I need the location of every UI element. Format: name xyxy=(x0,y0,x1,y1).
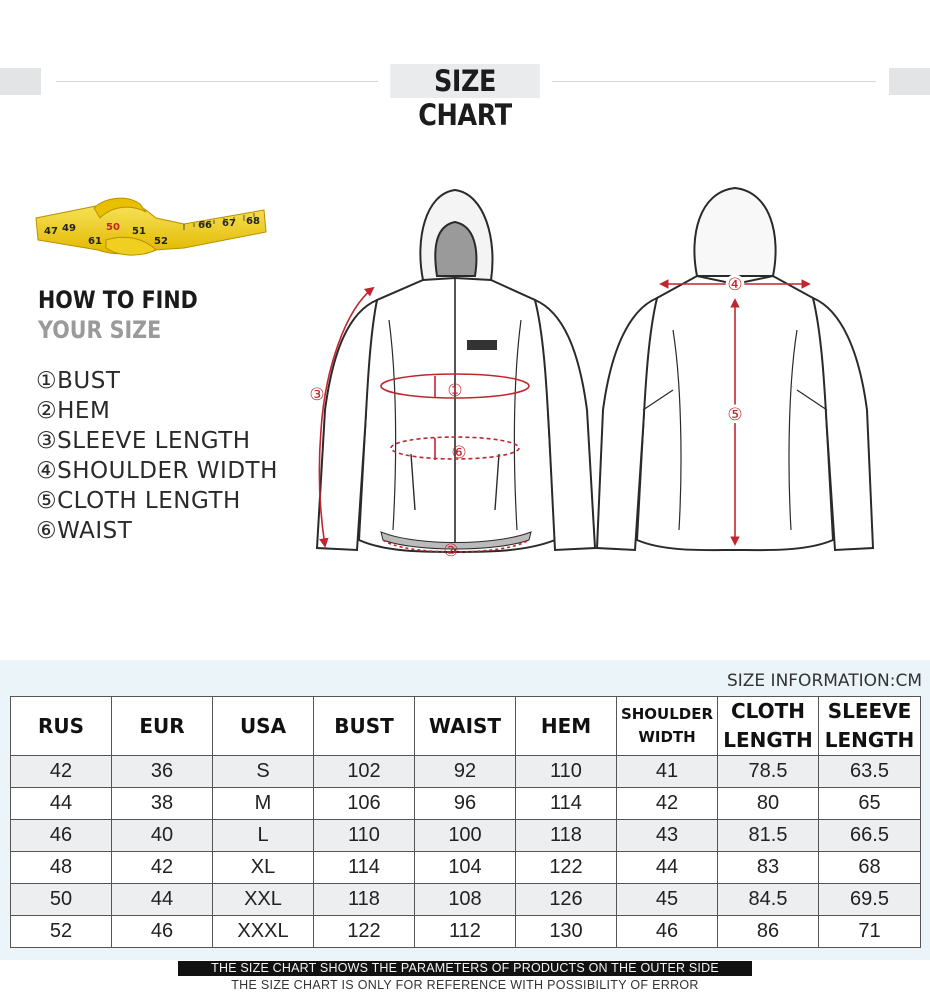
measuring-tape-icon xyxy=(34,188,274,268)
cell-waist: 92 xyxy=(415,756,516,788)
header-left-rule xyxy=(56,81,378,82)
cell-rus: 50 xyxy=(11,884,112,916)
cell-cloth-length: 80 xyxy=(718,788,819,820)
cell-eur: 42 xyxy=(112,852,213,884)
cell-waist: 104 xyxy=(415,852,516,884)
cell-rus: 46 xyxy=(11,820,112,852)
legend-item-sleeve-length: ③SLEEVE LENGTH xyxy=(36,428,251,454)
cell-shoulder-width: 41 xyxy=(617,756,718,788)
cell-usa: M xyxy=(213,788,314,820)
marker-sleeve: ③ xyxy=(309,385,325,405)
measurement-legend xyxy=(36,366,278,546)
table-row xyxy=(11,756,921,788)
cell-usa: XXL xyxy=(213,884,314,916)
your-size-subheading: YOUR SIZE xyxy=(38,316,162,344)
cell-eur: 40 xyxy=(112,820,213,852)
header-hem: HEM xyxy=(516,697,617,756)
header-usa: USA xyxy=(213,697,314,756)
cell-shoulder-width: 44 xyxy=(617,852,718,884)
marker-cloth-length: ⑤ xyxy=(727,405,743,425)
cell-bust: 106 xyxy=(314,788,415,820)
cell-hem: 126 xyxy=(516,884,617,916)
table-row xyxy=(11,884,921,916)
front-jacket-illustration xyxy=(317,190,595,552)
marker-shoulder: ④ xyxy=(727,275,743,295)
table-row xyxy=(11,820,921,852)
header-shoulder-line2: WIDTH xyxy=(638,728,696,746)
cell-bust: 114 xyxy=(314,852,415,884)
cell-waist: 96 xyxy=(415,788,516,820)
table-row xyxy=(11,916,921,948)
size-table xyxy=(10,696,921,948)
cell-shoulder-width: 46 xyxy=(617,916,718,948)
header-waist: WAIST xyxy=(415,697,516,756)
cell-usa: L xyxy=(213,820,314,852)
cell-rus: 48 xyxy=(11,852,112,884)
tape-number: 61 xyxy=(88,236,102,247)
cell-usa: XXXL xyxy=(213,916,314,948)
cell-cloth-length: 81.5 xyxy=(718,820,819,852)
footnote-reference: THE SIZE CHART IS ONLY FOR REFERENCE WITH POSSIBILITY OF ERROR xyxy=(231,978,699,992)
header-cloth-length xyxy=(718,697,819,756)
jacket-measurement-diagram xyxy=(285,180,885,580)
table-header-row xyxy=(11,697,921,756)
header-left-block xyxy=(0,68,41,95)
cell-eur: 46 xyxy=(112,916,213,948)
cell-bust: 118 xyxy=(314,884,415,916)
cell-waist: 100 xyxy=(415,820,516,852)
cell-bust: 110 xyxy=(314,820,415,852)
cell-sleeve-length: 69.5 xyxy=(819,884,921,916)
cell-cloth-length: 78.5 xyxy=(718,756,819,788)
header-shoulder-line1: SHOULDER xyxy=(620,705,714,723)
cell-waist: 112 xyxy=(415,916,516,948)
tape-number: 50 xyxy=(106,222,120,233)
how-to-find-heading: HOW TO FIND xyxy=(38,286,198,314)
cell-rus: 44 xyxy=(11,788,112,820)
cell-shoulder-width: 45 xyxy=(617,884,718,916)
header-cloth-line1: CLOTH xyxy=(730,699,806,723)
marker-waist: ⑥ xyxy=(451,443,467,463)
cell-eur: 36 xyxy=(112,756,213,788)
cell-rus: 42 xyxy=(11,756,112,788)
cell-sleeve-length: 65 xyxy=(819,788,921,820)
header-rus: RUS xyxy=(11,697,112,756)
cell-cloth-length: 86 xyxy=(718,916,819,948)
header-sleeve-line2: LENGTH xyxy=(824,728,915,752)
tape-number: 67 xyxy=(222,218,236,229)
tape-number: 68 xyxy=(246,216,260,227)
cell-sleeve-length: 71 xyxy=(819,916,921,948)
header-right-rule xyxy=(552,81,876,82)
tape-number: 52 xyxy=(154,236,168,247)
header-sleeve-line1: SLEEVE xyxy=(827,699,912,723)
cell-sleeve-length: 68 xyxy=(819,852,921,884)
table-row xyxy=(11,852,921,884)
cell-bust: 122 xyxy=(314,916,415,948)
legend-item-waist: ⑥WAIST xyxy=(36,518,133,544)
size-information-unit: SIZE INFORMATION:CM xyxy=(726,671,922,691)
cell-eur: 38 xyxy=(112,788,213,820)
cell-shoulder-width: 42 xyxy=(617,788,718,820)
header-bust: BUST xyxy=(314,697,415,756)
cell-waist: 108 xyxy=(415,884,516,916)
tape-number: 47 xyxy=(44,226,58,237)
cell-usa: S xyxy=(213,756,314,788)
marker-bust: ① xyxy=(447,381,463,401)
tape-number: 49 xyxy=(62,223,76,234)
legend-item-shoulder-width: ④SHOULDER WIDTH xyxy=(36,458,278,484)
page-title: SIZE CHART xyxy=(390,64,540,98)
header-sleeve-length xyxy=(819,697,921,756)
cell-cloth-length: 84.5 xyxy=(718,884,819,916)
cell-cloth-length: 83 xyxy=(718,852,819,884)
header-cloth-line2: LENGTH xyxy=(723,728,813,752)
header-eur: EUR xyxy=(112,697,213,756)
footnote-outer-side: THE SIZE CHART SHOWS THE PARAMETERS OF PRODUCTS ON THE OUTER SIDE xyxy=(178,961,752,976)
header-shoulder-width xyxy=(617,697,718,756)
legend-item-cloth-length: ⑤CLOTH LENGTH xyxy=(36,488,241,514)
cell-sleeve-length: 66.5 xyxy=(819,820,921,852)
tape-number: 51 xyxy=(132,226,146,237)
cell-usa: XL xyxy=(213,852,314,884)
cell-rus: 52 xyxy=(11,916,112,948)
legend-item-hem: ②HEM xyxy=(36,398,111,424)
header-right-block xyxy=(889,68,930,95)
cell-hem: 130 xyxy=(516,916,617,948)
marker-hem: ② xyxy=(443,541,459,561)
table-row xyxy=(11,788,921,820)
cell-eur: 44 xyxy=(112,884,213,916)
cell-shoulder-width: 43 xyxy=(617,820,718,852)
cell-hem: 110 xyxy=(516,756,617,788)
legend-item-bust: ①BUST xyxy=(36,368,121,394)
cell-sleeve-length: 63.5 xyxy=(819,756,921,788)
cell-hem: 114 xyxy=(516,788,617,820)
cell-bust: 102 xyxy=(314,756,415,788)
tape-number: 66 xyxy=(198,220,212,231)
cell-hem: 122 xyxy=(516,852,617,884)
cell-hem: 118 xyxy=(516,820,617,852)
